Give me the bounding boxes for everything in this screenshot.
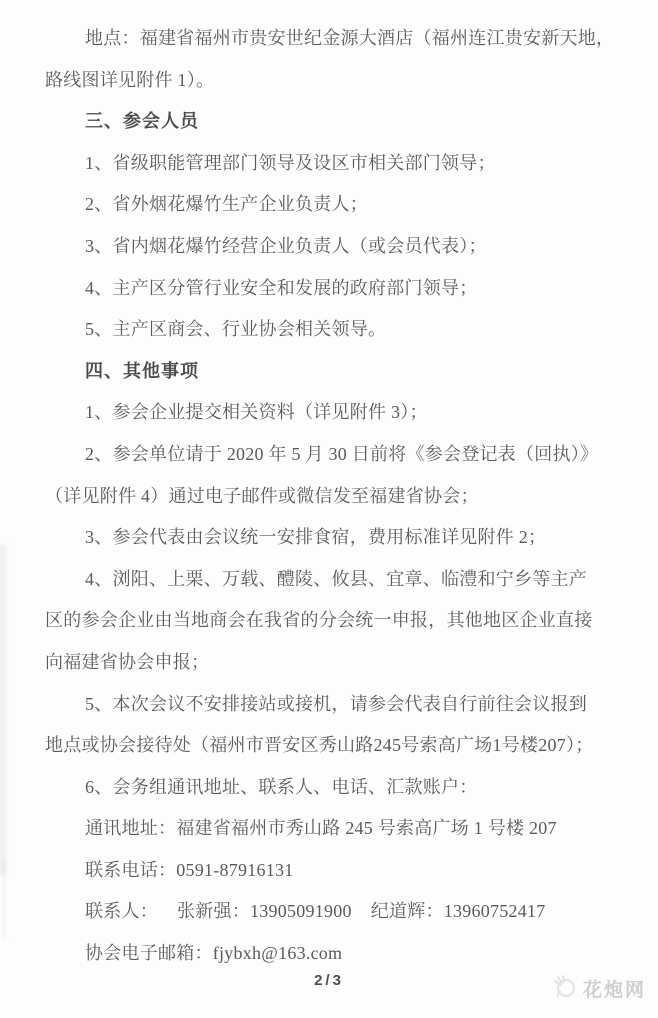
doc-line-other-3: 3、参会代表由会议统一安排食宿，费用标准详见附件 2； (85, 527, 547, 548)
doc-line-contact-persons: 联系人： 张新强：13905091900 纪道辉：13960752417 (85, 901, 546, 922)
watermark-text: 花炮网 (582, 980, 646, 1001)
watermark (552, 973, 646, 1004)
section-heading-participants: 三、参会人员 (85, 111, 199, 132)
scan-edge-artifact (0, 545, 9, 875)
doc-line-participant-4: 4、主产区分管行业安全和发展的政府部门领导； (85, 277, 478, 298)
doc-line-other-4: 4、浏阳、上栗、万载、醴陵、攸县、宜章、临澧和宁乡等主产 (85, 568, 587, 589)
doc-line-association-email: 协会电子邮箱：fjybxh@163.com (85, 943, 343, 964)
doc-line-other-2-wrap: （详见附件 4）通过电子邮件或微信发至福建省协会； (45, 485, 479, 506)
doc-line-participant-2: 2、省外烟花爆竹生产企业负责人； (85, 194, 368, 215)
page-number: 2/3 (314, 972, 344, 989)
doc-line-other-4-wrap2: 向福建省协会申报； (45, 651, 210, 672)
huapaowang-logo-icon (552, 973, 578, 1004)
doc-line-contact-phone: 联系电话：0591-87916131 (85, 859, 294, 880)
scan-smudge-artifact (2, 860, 8, 940)
doc-line-mailing-address: 通讯地址：福建省福州市秀山路 245 号索高广场 1 号楼 207 (85, 818, 557, 839)
section-heading-other-matters: 四、其他事项 (85, 360, 199, 381)
doc-line-other-5: 5、本次会议不安排接站或接机，请参会代表自行前往会议报到 (85, 693, 587, 714)
doc-line-participant-1: 1、省级职能管理部门领导及设区市相关部门领导； (85, 152, 496, 173)
doc-line-participant-3: 3、省内烟花爆竹经营企业负责人（或会员代表）； (85, 235, 487, 256)
doc-line-location-wrap: 路线图详见附件 1）。 (45, 69, 215, 90)
doc-line-other-4-wrap1: 区的参会企业由当地商会在我省的分会统一申报，其他地区企业直接 (45, 610, 593, 631)
doc-line-participant-5: 5、主产区商会、行业协会相关领导。 (85, 319, 387, 340)
doc-line-other-5-wrap: 地点或协会接待处（福州市晋安区秀山路245号索高广场1号楼207）； (45, 735, 594, 756)
document-page (45, 18, 617, 975)
doc-line-other-2: 2、参会单位请于 2020 年 5 月 30 日前将《参会登记表（回执）》 (85, 443, 599, 464)
doc-line-location: 地点：福建省福州市贵安世纪金源大酒店（福州连江贵安新天地， (85, 28, 615, 48)
doc-line-other-6: 6、会务组通讯地址、联系人、电话、汇款账户： (85, 776, 478, 797)
doc-line-other-1: 1、参会企业提交相关资料（详见附件 3）； (85, 402, 428, 423)
